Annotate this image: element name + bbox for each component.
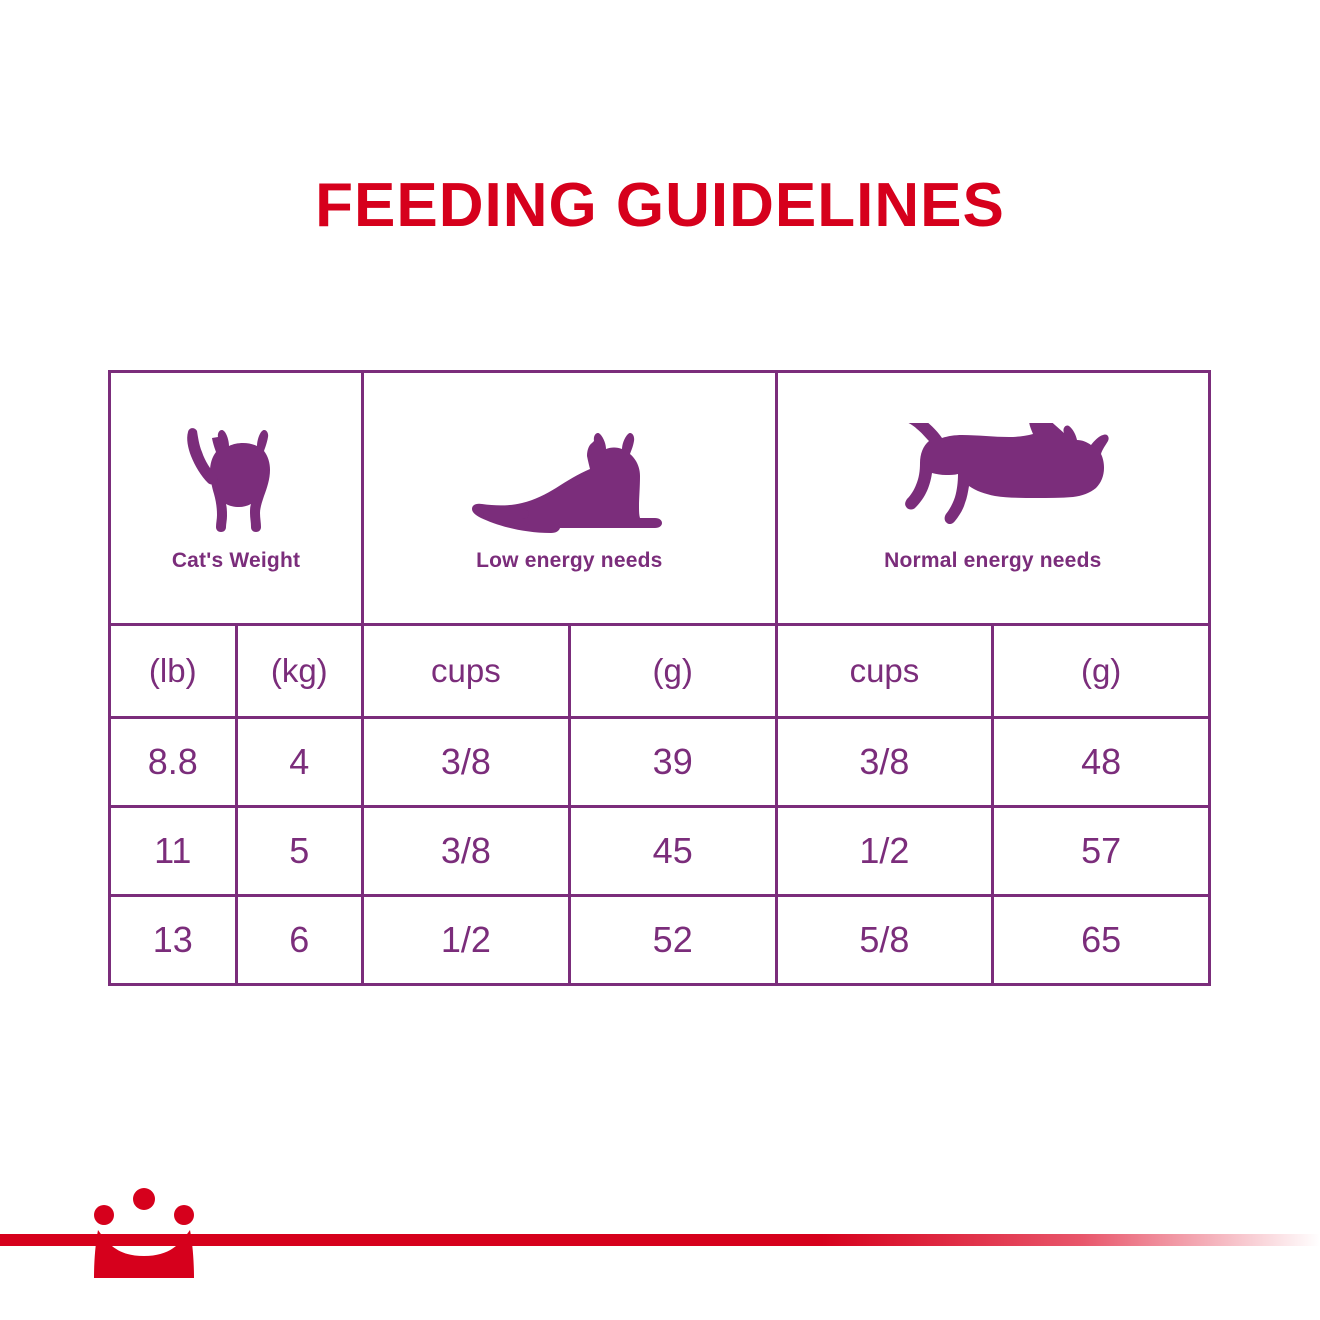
group-header-label: Normal energy needs: [884, 549, 1102, 572]
unit-header-lb: (lb): [110, 625, 237, 718]
cell-normal-g: 48: [993, 718, 1210, 807]
unit-header-kg: (kg): [236, 625, 363, 718]
group-header-low-energy: [363, 372, 777, 625]
cat-walking-icon: [868, 423, 1118, 543]
cell-weight-kg: 6: [236, 896, 363, 985]
cell-low-g: 52: [569, 896, 776, 985]
unit-header-low-cups: cups: [363, 625, 570, 718]
unit-header-low-g: (g): [569, 625, 776, 718]
cell-weight-lb: 13: [110, 896, 237, 985]
cell-low-g: 39: [569, 718, 776, 807]
table-row: [110, 807, 1210, 896]
group-header-label: Cat's Weight: [171, 549, 301, 572]
cat-lying-icon: [444, 423, 694, 543]
cell-normal-g: 65: [993, 896, 1210, 985]
table-group-header-row: [110, 372, 1210, 625]
cell-normal-cups: 1/2: [776, 807, 993, 896]
cell-weight-lb: 11: [110, 807, 237, 896]
cell-normal-cups: 5/8: [776, 896, 993, 985]
page-title: FEEDING GUIDELINES: [315, 171, 1005, 240]
cell-normal-cups: 3/8: [776, 718, 993, 807]
cat-sitting-icon: [166, 423, 306, 543]
group-header-normal-energy: [776, 372, 1209, 625]
cell-low-cups: 3/8: [363, 718, 570, 807]
unit-header-normal-cups: cups: [776, 625, 993, 718]
feeding-table-container: [108, 370, 1211, 960]
table-row: [110, 718, 1210, 807]
group-header-cats-weight: [110, 372, 363, 625]
cell-weight-lb: 8.8: [110, 718, 237, 807]
royal-canin-crown-logo: [78, 1182, 210, 1292]
cell-low-cups: 1/2: [363, 896, 570, 985]
cell-weight-kg: 4: [236, 718, 363, 807]
table-unit-header-row: [110, 625, 1210, 718]
cell-low-cups: 3/8: [363, 807, 570, 896]
cell-normal-g: 57: [993, 807, 1210, 896]
group-header-label: Low energy needs: [476, 549, 663, 572]
cell-weight-kg: 5: [236, 807, 363, 896]
feeding-guidelines-table: [108, 370, 1211, 986]
table-row: [110, 896, 1210, 985]
unit-header-normal-g: (g): [993, 625, 1210, 718]
cell-low-g: 45: [569, 807, 776, 896]
